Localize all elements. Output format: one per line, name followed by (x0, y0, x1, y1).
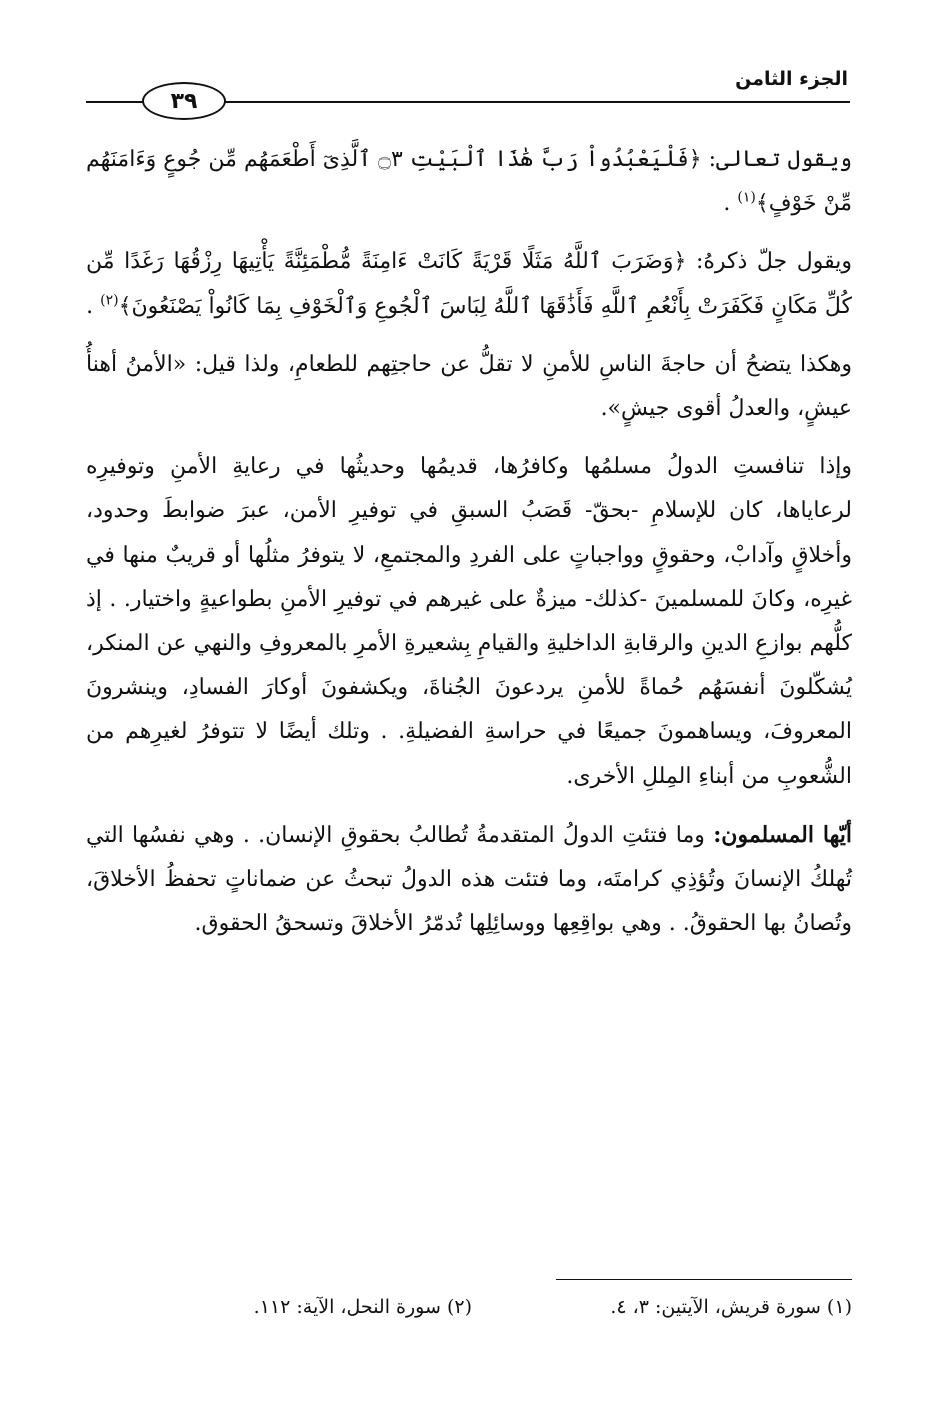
footnote-1: (١) سورة قريش، الآيتين: ٣، ٤. (610, 1296, 852, 1318)
paragraph-2-end: . (86, 293, 101, 319)
footnote-ref-2: (٢) (100, 292, 119, 309)
footnote-2: (٢) سورة النحل، الآية: ١١٢. (253, 1296, 472, 1318)
paragraph-5-lead: أيّها المسلمون: (713, 821, 852, 848)
footnotes (86, 1296, 852, 1336)
running-header: الجزء الثامن (735, 68, 848, 90)
header-rule (225, 101, 850, 103)
page-number: ٣٩ (142, 82, 226, 120)
quran-verse-2: ﴿وَضَرَبَ ٱللَّهُ مَثَلًا قَرْيَةً كَانَتْ ءَامِنَةً مُّطْمَئِنَّةً يَأْتِيهَا رِزْقُهَا رَغَدًا مِّن كُلِّ مَكَانٍ فَكَفَرَتْ بِأَنْعُمِ ٱللَّهِ فَأَذَٰقَهَا ٱللَّهُ لِبَاسَ ٱلْجُوعِ وَٱلْخَوْفِ بِمَا كَانُواْ يَصْنَعُونَ﴾ (86, 249, 852, 319)
page-body (86, 138, 852, 960)
paragraph-4: وإذا تنافستِ الدولُ مسلمُها وكافرُها، قديمُها وحديثُها في رعايةِ الأمنِ وتوفيرِه لرعاياها، كان للإسلامِ -بحقّ- قَصَبُ السبقِ في توفيرِ الأمن، عبرَ ضوابطَ وحدود، وأخلاقٍ وآدابْ، وحقوقٍ وواجباتٍ على الفردِ والمجتمعِ، لا يتوفرُ مثلُها أو قريبٌ منها في غيرِه، وكانَ للمسلمينَ -كذلك- ميزةٌ على غيرهم في توفيرِ الأمنِ بطواعيةٍ واختيار. . إذ كلُّهم بوازعِ الدينِ والرقابةِ الداخليةِ والقيامِ بِشعيرةِ الأمرِ بالمعروفِ والنهي عن المنكر، يُشكّلونَ أنفسَهُم حُماةً للأمنِ يردعونَ الجُناةَ، ويكشفونَ أوكارَ الفسادِ، وينشرونَ المعروفَ، ويساهمونَ جميعًا في حراسةِ الفضيلةِ. . وتلك أيضًا لا تتوفرُ لغيرِهم من الشُّعوبِ من أبناءِ المِللِ الأخرى. (86, 454, 852, 789)
paragraph-1-intro: ويقول تعالى: (701, 147, 852, 172)
paragraph-2 (86, 240, 852, 328)
paragraph-3: وهكذا يتضحُ أن حاجةَ الناسِ للأمنِ لا تقلُّ عن حاجتِهم للطعامِ، ولذا قيل: «الأمنُ أهنأُ عيشٍ، والعدلُ أقوى جيشٍ». (86, 351, 852, 422)
footnote-rule (556, 1279, 852, 1280)
paragraph-5-text: وما فتئتِ الدولُ المتقدمةُ تُطالبُ بحقوقِ الإنسان. . وهي نفسُها التي تُهلكُ الإنسانَ وتُؤذِي كرامتَه، وما فتئت هذه الدولُ تبحثُ عن ضماناتٍ تحفظُ الأخلاقَ، وتُصانُ بها الحقوقُ. . وهي بواقِعِها ووسائِلِها تُدمّرُ الأخلاقَ وتسحقُ الحقوق. (86, 822, 852, 937)
header-rule-left (86, 101, 144, 103)
paragraph-2-intro: ويقول جلّ ذكرهُ: (686, 249, 852, 275)
paragraph-1 (86, 138, 852, 226)
paragraph-5 (86, 813, 852, 947)
quran-verse-1: ﴿فَلْيَعْبُدُواْ رَبَّ هَٰذَا ٱلْبَيْتِ ۝٣ ٱلَّذِىٓ أَطْعَمَهُم مِّن جُوعٍ وَءَامَنَهُم مِّنْ خَوْفٍ﴾ (86, 147, 852, 217)
paragraph-1-end: . (723, 191, 738, 217)
footnote-ref-1: (١) (737, 189, 756, 206)
